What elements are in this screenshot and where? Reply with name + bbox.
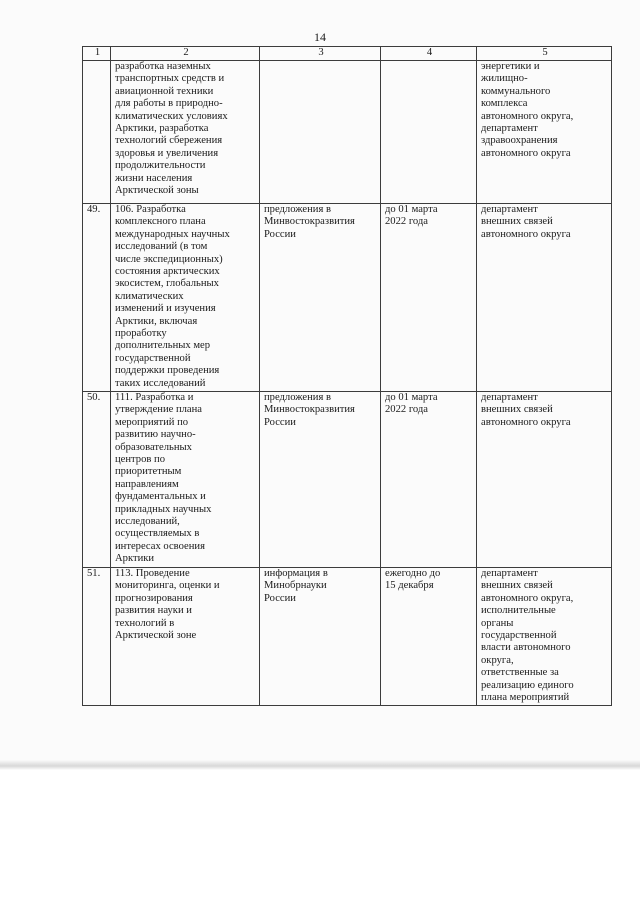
row-number-cell: 51. [83, 568, 111, 706]
row-number-cell: 50. [83, 392, 111, 568]
table-row [83, 568, 612, 706]
responsible-cell: департамент внешних связей автономного округа [477, 204, 612, 392]
responsible-cell: департамент внешних связей автономного округа, исполнительные органы государственной власти автономного округа, ответственные за реализацию единого плана мероприятий [477, 568, 612, 706]
column-header: 3 [260, 47, 381, 61]
column-header: 2 [111, 47, 260, 61]
form-cell: информация в Минобрнауки России [260, 568, 381, 706]
form-cell: предложения в Минвостокразвития России [260, 204, 381, 392]
deadline-cell: до 01 марта 2022 года [381, 204, 477, 392]
form-cell: предложения в Минвостокразвития России [260, 392, 381, 568]
column-header: 4 [381, 47, 477, 61]
row-number-cell: 49. [83, 204, 111, 392]
measure-cell: 111. Разработка и утверждение плана мероприятий по развитию научно- образовательных центров по приоритетным направлениям фундаментальных и прикладных научных исследований, осуществляемых в интересах освоения Арктики [111, 392, 260, 568]
scan-bottom-edge [0, 760, 640, 770]
column-header: 1 [83, 47, 111, 61]
table-row [83, 61, 612, 204]
measure-cell: разработка наземных транспортных средств и авиационной техники для работы в природно- климатических условиях Арктики, разработка технологий сбережения здоровья и увеличения продолжительности жизни населения Арктической зоны [111, 61, 260, 204]
deadline-cell: ежегодно до 15 декабря [381, 568, 477, 706]
table-row [83, 204, 612, 392]
deadline-cell: до 01 марта 2022 года [381, 392, 477, 568]
page-number: 14 [314, 30, 326, 44]
column-header: 5 [477, 47, 612, 61]
responsible-cell: энергетики и жилищно- коммунального комплекса автономного округа, департамент здравоохранения автономного округа [477, 61, 612, 204]
table-row [83, 392, 612, 568]
measure-cell: 113. Проведение мониторинга, оценки и прогнозирования развития науки и технологий в Арктической зоне [111, 568, 260, 706]
form-cell [260, 61, 381, 204]
measures-table [82, 46, 612, 706]
responsible-cell: департамент внешних связей автономного округа [477, 392, 612, 568]
measure-cell: 106. Разработка комплексного плана международных научных исследований (в том числе экспедиционных) состояния арктических экосистем, глобальных климатических изменений и изучения Арктики, включая проработку дополнительных мер государственной поддержки проведения таких исследований [111, 204, 260, 392]
table-header-row [83, 47, 612, 61]
row-number-cell [83, 61, 111, 204]
deadline-cell [381, 61, 477, 204]
